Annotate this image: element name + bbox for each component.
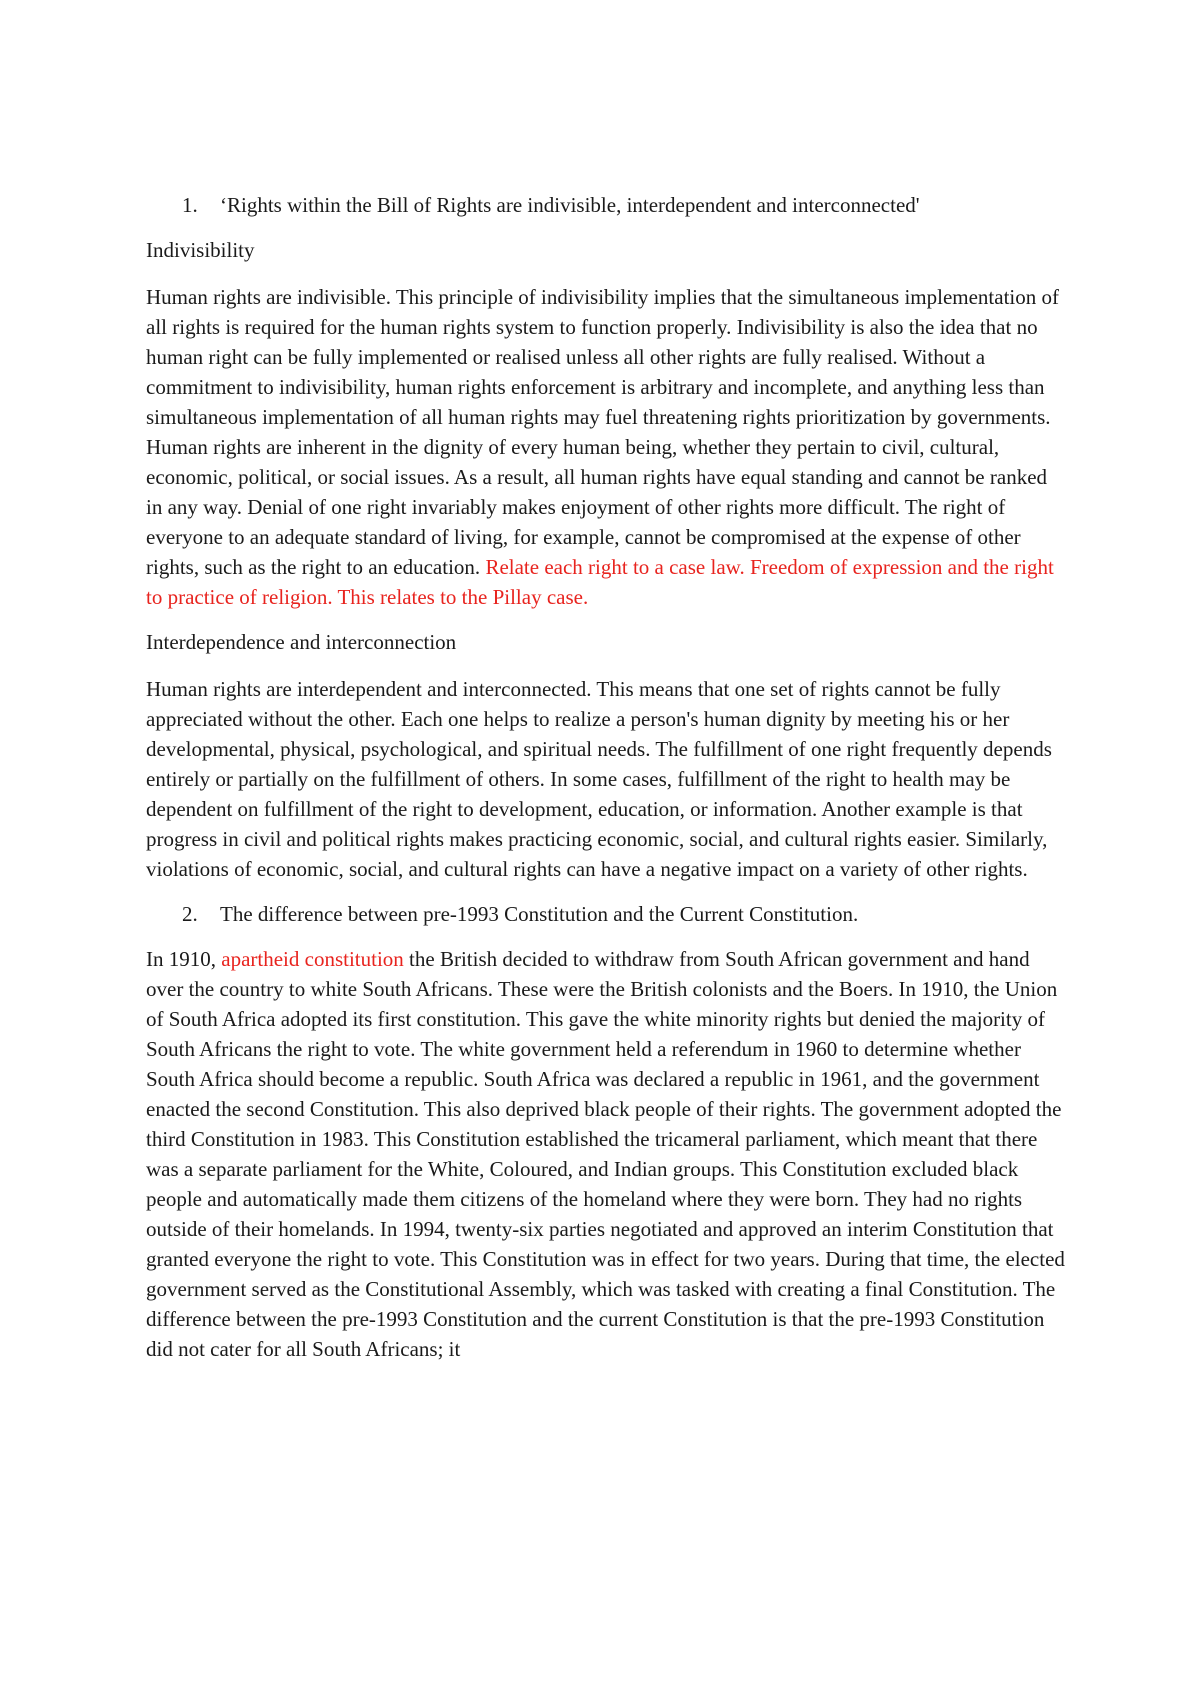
indivisibility-heading: Indivisibility	[146, 238, 255, 262]
interdependence-paragraph: Human rights are interdependent and interconnected. This means that one set of rights cannot be fully appreciated without the other. Each one helps to realize a person's human dignity by meeting his or her developmental, physical, psychological, and spiritual needs. The fulfillment of one right frequently depends entirely or partially on the fulfillment of others. In some cases, fulfillment of the right to health may be dependent on fulfillment of the right to development, education, or information. Another example is that progress in civil and political rights makes practicing economic, social, and cultural rights easier. Similarly, violations of economic, social, and cultural rights can have a negative impact on a variety of other rights.	[146, 677, 1052, 881]
constitution-annotation: apartheid constitution	[221, 947, 404, 971]
indivisibility-text: Human rights are indivisible. This principle of indivisibility implies that the simultaneous implementation of all rights is required for the human rights system to function properly. Indivisibility is also the idea that no human right can be fully implemented or realised unless all other rights are fully realised. Without a commitment to indivisibility, human rights enforcement is arbitrary and incomplete, and anything less than simultaneous implementation of all human rights may fuel threatening rights prioritization by governments. Human rights are inherent in the dignity of every human being, whether they pertain to civil, cultural, economic, political, or social issues. As a result, all human rights have equal standing and cannot be ranked in any way. Denial of one right invariably makes enjoyment of other rights more difficult. The right of everyone to an adequate standard of living, for example, cannot be compromised at the expense of other rights, such as the right to an education.	[146, 285, 1059, 579]
constitution-lead: In 1910,	[146, 947, 216, 971]
document-page	[146, 190, 1066, 1379]
indivisibility-paragraph	[146, 282, 1066, 612]
question-1-number: 1.	[182, 193, 198, 217]
question-2	[146, 899, 1066, 929]
question-2-title: The difference between pre-1993 Constitution and the Current Constitution.	[220, 902, 859, 926]
question-1	[146, 190, 1066, 220]
constitution-text: the British decided to withdraw from South African government and hand over the country to white South Africans. These were the British colonists and the Boers. In 1910, the Union of South Africa adopted its first constitution. This gave the white minority rights but denied the majority of South Africans the right to vote. The white government held a referendum in 1960 to determine whether South Africa should become a republic. South Africa was declared a republic in 1961, and the government enacted the second Constitution. This also deprived black people of their rights. The government adopted the third Constitution in 1983. This Constitution established the tricameral parliament, which meant that there was a separate parliament for the White, Coloured, and Indian groups. This Constitution excluded black people and automatically made them citizens of the homeland where they were born. They had no rights outside of their homelands. In 1994, twenty-six parties negotiated and approved an interim Constitution that granted everyone the right to vote. This Constitution was in effect for two years. During that time, the elected government served as the Constitutional Assembly, which was tasked with creating a final Constitution. The difference between the pre-1993 Constitution and the current Constitution is that the pre-1993 Constitution did not cater for all South Africans; it	[146, 947, 1065, 1361]
question-1-title: ‘Rights within the Bill of Rights are indivisible, interdependent and interconnected'	[220, 193, 920, 217]
question-2-number: 2.	[182, 902, 198, 926]
constitution-paragraph	[146, 944, 1066, 1364]
interdependence-heading: Interdependence and interconnection	[146, 630, 457, 654]
indivisibility-annotation: Relate each right to a case law. Freedom of expression and the right to practice of religion. This relates to the Pillay case.	[146, 555, 1054, 609]
